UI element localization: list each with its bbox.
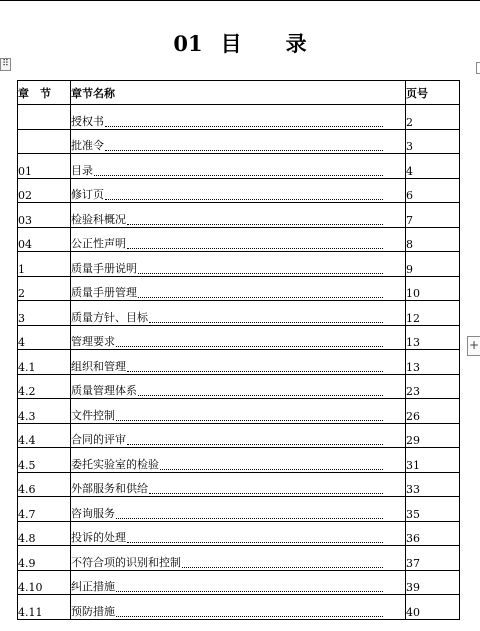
table-row	[18, 472, 460, 497]
toc-entry	[71, 480, 405, 496]
chapter-number[interactable]: 4	[18, 325, 71, 350]
table-row	[18, 129, 460, 154]
table-row	[18, 448, 460, 473]
dot-leader	[127, 371, 383, 372]
chapter-name-cell[interactable]	[71, 350, 406, 375]
chapter-name: 咨询服务	[71, 506, 115, 520]
chapter-name-cell[interactable]	[71, 154, 406, 179]
toc-body	[18, 105, 460, 620]
table-row	[18, 546, 460, 571]
table-row	[18, 105, 460, 130]
chapter-name-cell[interactable]	[71, 497, 406, 522]
table-row	[18, 497, 460, 522]
dot-leader	[149, 493, 383, 494]
chapter-number[interactable]: 2	[18, 276, 71, 301]
dot-leader	[116, 346, 383, 347]
header-chapter: 章 节	[18, 81, 71, 105]
chapter-number[interactable]: 4.6	[18, 472, 71, 497]
chapter-name-cell[interactable]	[71, 472, 406, 497]
chapter-name-cell[interactable]	[71, 276, 406, 301]
chapter-number[interactable]	[18, 129, 71, 154]
table-move-handle-icon[interactable]: ⠿	[0, 58, 11, 71]
table-row	[18, 570, 460, 595]
table-row	[18, 423, 460, 448]
page-number[interactable]: 39	[406, 570, 460, 595]
chapter-number[interactable]: 3	[18, 301, 71, 326]
page-number[interactable]: 31	[406, 448, 460, 473]
toc-entry	[71, 456, 405, 472]
dot-leader	[94, 175, 383, 176]
toc-entry	[71, 382, 405, 398]
header-page: 页号	[406, 81, 460, 105]
chapter-name: 管理要求	[71, 335, 115, 348]
page-number[interactable]: 4	[406, 154, 460, 179]
toc-header-row	[18, 81, 460, 105]
chapter-name: 外部服务和供给	[71, 482, 148, 495]
dot-leader	[116, 420, 383, 421]
chapter-name: 批准令	[71, 139, 104, 152]
title-char-2: 录	[285, 31, 307, 56]
chapter-name: 合同的评审	[71, 433, 126, 446]
dot-leader	[127, 542, 383, 543]
dot-leader	[138, 273, 383, 274]
page-number[interactable]: 7	[406, 203, 460, 228]
chapter-number[interactable]: 1	[18, 252, 71, 277]
add-row-handle-icon[interactable]: +	[467, 336, 480, 356]
toc-entry	[71, 407, 405, 423]
toc-entry	[71, 260, 405, 276]
page-number[interactable]: 37	[406, 546, 460, 571]
page-number[interactable]: 23	[406, 374, 460, 399]
dot-leader	[138, 395, 383, 396]
toc-entry	[71, 505, 405, 521]
chapter-name-cell[interactable]	[71, 178, 406, 203]
table-row	[18, 521, 460, 546]
page-number[interactable]: 13	[406, 325, 460, 350]
chapter-name: 投诉的处理	[71, 531, 126, 544]
chapter-name: 委托实验室的检验	[71, 457, 159, 471]
toc-entry	[71, 137, 405, 153]
chapter-number[interactable]: 4.11	[18, 595, 71, 620]
chapter-name: 公正性声明	[71, 237, 126, 250]
chapter-number[interactable]: 01	[18, 154, 71, 179]
table-row	[18, 301, 460, 326]
chapter-number[interactable]: 4.5	[18, 448, 71, 473]
dot-leader	[116, 518, 383, 519]
chapter-name: 纠正措施	[71, 580, 115, 593]
table-row	[18, 203, 460, 228]
toc-entry	[71, 235, 405, 251]
chapter-name: 修订页	[71, 188, 104, 201]
toc-entry	[71, 554, 405, 570]
chapter-name-cell[interactable]	[71, 227, 406, 252]
chapter-name: 质量手册说明	[71, 261, 137, 275]
page-number[interactable]: 33	[406, 472, 460, 497]
dot-leader	[138, 297, 383, 298]
chapter-number[interactable]: 4.4	[18, 423, 71, 448]
chapter-name-cell[interactable]	[71, 521, 406, 546]
toc-entry	[71, 578, 405, 594]
toc-table	[17, 80, 460, 620]
page-number[interactable]: 2	[406, 105, 460, 130]
page-title	[0, 28, 480, 58]
chapter-number[interactable]: 04	[18, 227, 71, 252]
page-number[interactable]: 40	[406, 595, 460, 620]
dot-leader	[127, 248, 383, 249]
chapter-name-cell[interactable]	[71, 546, 406, 571]
chapter-number[interactable]: 4.10	[18, 570, 71, 595]
chapter-name: 不符合项的识别和控制	[71, 555, 181, 569]
chapter-number[interactable]: 4.7	[18, 497, 71, 522]
dot-leader	[160, 469, 383, 470]
table-row	[18, 325, 460, 350]
page-number[interactable]: 35	[406, 497, 460, 522]
toc-entry	[71, 211, 405, 227]
page-number[interactable]: 26	[406, 399, 460, 424]
page-bottom-edge	[0, 620, 480, 631]
toc-entry	[71, 358, 405, 374]
chapter-number[interactable]: 03	[18, 203, 71, 228]
toc-entry	[71, 333, 405, 349]
margin-marker	[476, 62, 480, 74]
toc-entry	[71, 603, 405, 619]
chapter-name: 检验科概况	[71, 212, 126, 226]
table-row	[18, 227, 460, 252]
chapter-number[interactable]: 4.3	[18, 399, 71, 424]
chapter-name: 目录	[71, 163, 93, 177]
dot-leader	[149, 322, 383, 323]
page-number[interactable]: 29	[406, 423, 460, 448]
chapter-number[interactable]: 4.9	[18, 546, 71, 571]
table-row	[18, 595, 460, 620]
chapter-name: 预防措施	[71, 604, 115, 618]
dot-leader	[105, 150, 383, 151]
chapter-name-cell[interactable]	[71, 325, 406, 350]
chapter-name-cell[interactable]	[71, 423, 406, 448]
dot-leader	[105, 126, 383, 127]
toc-entry	[71, 186, 405, 202]
table-row	[18, 178, 460, 203]
table-row	[18, 252, 460, 277]
chapter-name-cell[interactable]	[71, 595, 406, 620]
page-number[interactable]: 3	[406, 129, 460, 154]
page-number[interactable]: 12	[406, 301, 460, 326]
chapter-name-cell[interactable]	[71, 203, 406, 228]
toc-entry	[71, 162, 405, 178]
dot-leader	[116, 591, 383, 592]
page-number[interactable]: 9	[406, 252, 460, 277]
title-number: 01	[173, 31, 203, 56]
chapter-name-cell[interactable]	[71, 252, 406, 277]
dot-leader	[182, 567, 383, 568]
toc-entry	[71, 284, 405, 300]
header-chapter-name: 章节名称	[71, 81, 406, 105]
chapter-number[interactable]: 4.1	[18, 350, 71, 375]
chapter-name-cell[interactable]	[71, 570, 406, 595]
title-char-1: 目	[220, 31, 242, 56]
chapter-name-cell[interactable]	[71, 301, 406, 326]
chapter-name: 质量手册管理	[71, 286, 137, 299]
chapter-number[interactable]: 02	[18, 178, 71, 203]
table-row	[18, 154, 460, 179]
dot-leader	[127, 444, 383, 445]
chapter-number[interactable]: 4.2	[18, 374, 71, 399]
chapter-name-cell[interactable]	[71, 399, 406, 424]
page-number[interactable]: 36	[406, 521, 460, 546]
dot-leader	[105, 199, 383, 200]
chapter-number[interactable]	[18, 105, 71, 130]
table-row	[18, 276, 460, 301]
top-rule	[0, 0, 480, 1]
toc-entry	[71, 529, 405, 545]
page-number[interactable]: 10	[406, 276, 460, 301]
chapter-number[interactable]: 4.8	[18, 521, 71, 546]
chapter-name-cell[interactable]	[71, 105, 406, 130]
chapter-name: 质量方针、目标	[71, 310, 148, 324]
table-row	[18, 399, 460, 424]
toc-entry	[71, 113, 405, 129]
table-row	[18, 350, 460, 375]
chapter-name: 质量管理体系	[71, 384, 137, 397]
page-number[interactable]: 6	[406, 178, 460, 203]
chapter-name-cell[interactable]	[71, 448, 406, 473]
dot-leader	[116, 616, 383, 617]
chapter-name: 文件控制	[71, 408, 115, 422]
chapter-name-cell[interactable]	[71, 129, 406, 154]
dot-leader	[127, 224, 383, 225]
table-row	[18, 374, 460, 399]
toc-entry	[71, 309, 405, 325]
chapter-name-cell[interactable]	[71, 374, 406, 399]
page-number[interactable]: 8	[406, 227, 460, 252]
toc-entry	[71, 431, 405, 447]
page-number[interactable]: 13	[406, 350, 460, 375]
chapter-name: 授权书	[71, 114, 104, 128]
chapter-name: 组织和管理	[71, 359, 126, 373]
